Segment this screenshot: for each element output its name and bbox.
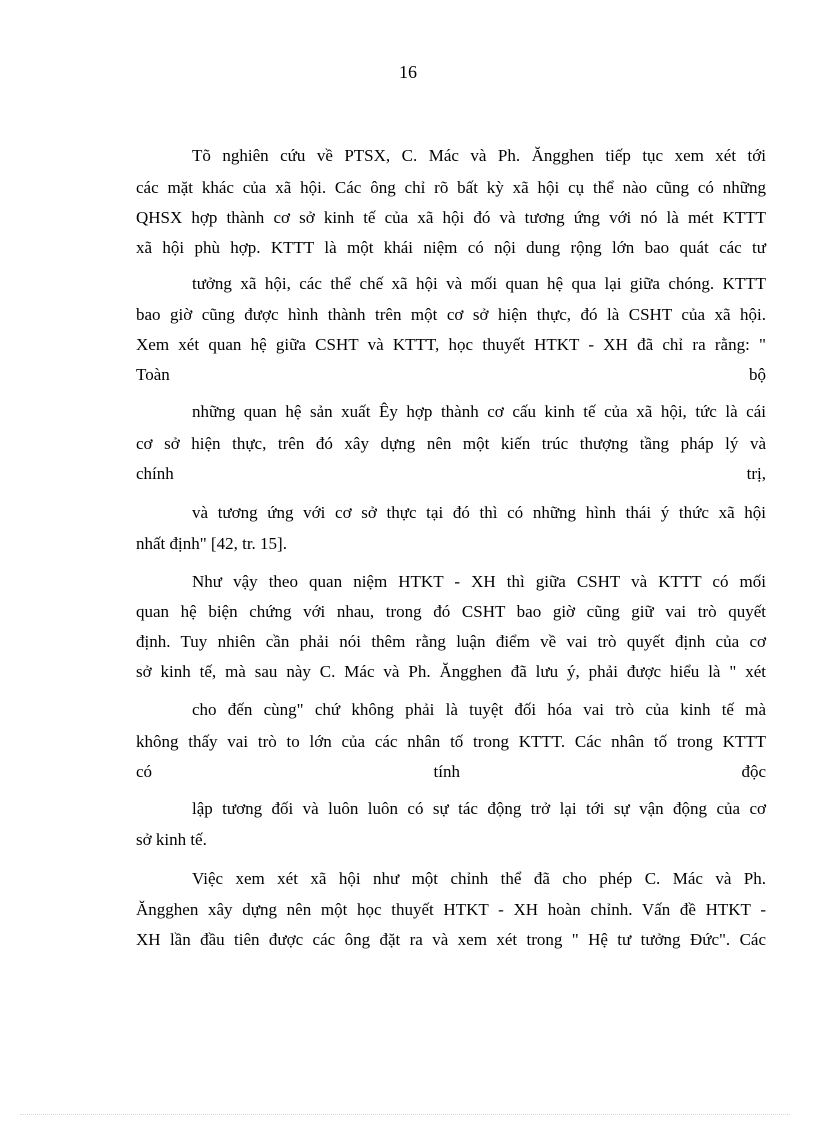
- text-line: sở kinh tế, mà sau này C. Mác và Ph. Ăngghen đã lưu ý, phải được hiểu là " xét: [136, 662, 766, 681]
- text-line: Xem xét quan hệ giữa CSHT và KTTT, học thuyết HTKT - XH đã chỉ ra rằng: ": [136, 335, 766, 354]
- text-line: Toàn bộ: [136, 365, 766, 384]
- page-number: 16: [399, 62, 417, 82]
- page-bottom-divider: [20, 1114, 790, 1115]
- text-line: những quan hệ sản xuất Êy hợp thành cơ cấu kinh tế của xã hội, tức là cái: [192, 402, 766, 421]
- text-line: các mặt khác của xã hội. Các ông chỉ rõ bất kỳ xã hội cụ thể nào cũng có những: [136, 178, 766, 197]
- text-line: tưởng xã hội, các thể chế xã hội và mối quan hệ qua lại giữa chóng. KTTT: [192, 274, 766, 293]
- text-line: XH lần đầu tiên được các ông đặt ra và xem xét trong " Hệ tư tưởng Đức". Các: [136, 930, 766, 949]
- text-line: có tính độc: [136, 762, 766, 781]
- text-line: định. Tuy nhiên cần phải nói thêm rằng luận điểm về vai trò quyết định của cơ: [136, 632, 766, 651]
- text-line: nhất định" [42, tr. 15].: [136, 534, 287, 553]
- text-line: và tương ứng với cơ sở thực tại đó thì có những hình thái ý thức xã hội: [192, 503, 766, 522]
- text-line: Tõ nghiên cứu về PTSX, C. Mác và Ph. Ăngghen tiếp tục xem xét tới: [192, 146, 766, 165]
- text-line: quan hệ biện chứng với nhau, trong đó CSHT bao giờ cũng giữ vai trò quyết: [136, 602, 766, 621]
- text-line: cho đến cùng" chứ không phải là tuyệt đối hóa vai trò của kinh tế mà: [192, 700, 766, 719]
- text-line: QHSX hợp thành cơ sở kinh tế của xã hội đó và tương ứng với nó là mét KTTT: [136, 208, 766, 227]
- text-line: lập tương đối và luôn luôn có sự tác động trở lại tới sự vận động của cơ: [192, 799, 766, 818]
- text-line: cơ sở hiện thực, trên đó xây dựng nên một kiến trúc thượng tầng pháp lý và: [136, 434, 766, 453]
- text-line: sở kinh tế.: [136, 830, 207, 849]
- text-line: không thấy vai trò to lớn của các nhân tố trong KTTT. Các nhân tố trong KTTT: [136, 732, 766, 751]
- text-line: Ăngghen xây dựng nên một học thuyết HTKT - XH hoàn chỉnh. Vấn đề HTKT -: [136, 900, 766, 919]
- text-line: xã hội phù hợp. KTTT là một khái niệm có nội dung rộng lớn bao quát các tư: [136, 238, 766, 257]
- text-line: bao giờ cũng được hình thành trên một cơ sở hiện thực, đó là CSHT của xã hội.: [136, 305, 766, 324]
- text-line: chính trị,: [136, 464, 766, 483]
- text-line: Như vậy theo quan niệm HTKT - XH thì giữa CSHT và KTTT có mối: [192, 572, 766, 591]
- text-line: Việc xem xét xã hội như một chỉnh thể đã cho phép C. Mác và Ph.: [192, 869, 766, 888]
